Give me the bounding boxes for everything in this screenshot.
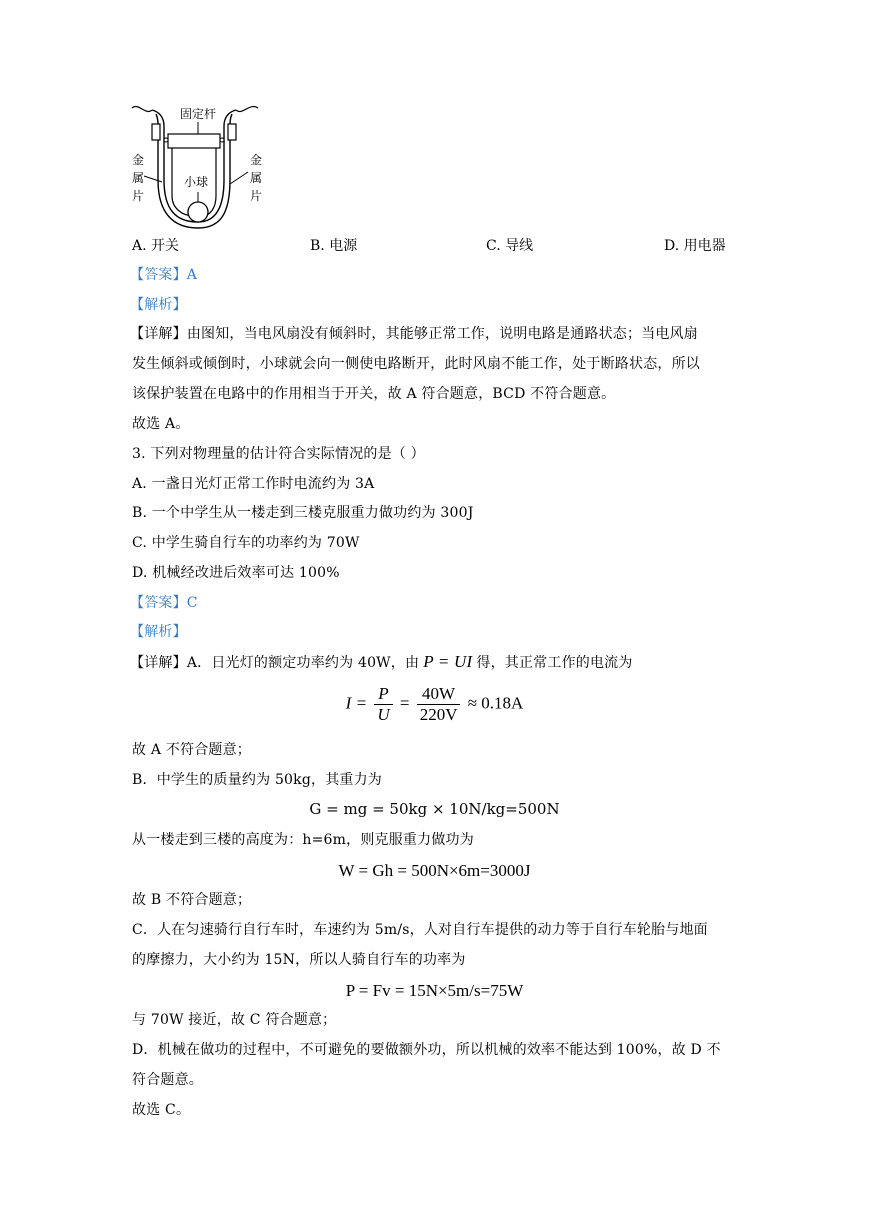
q3-analysis-heading: 【解析】 <box>130 624 187 640</box>
q3-b-conclusion: 故 B 不符合题意； <box>132 892 252 908</box>
q3-option-c: C. 中学生骑自行车的功率约为 70W <box>132 535 360 551</box>
equation-work: W = Gh = 500N×6m=3000J <box>338 861 531 880</box>
q3-detail-b: B．中学生的质量约为 50kg，其重力为 <box>132 772 382 788</box>
left-metal-label-2: 属 <box>132 171 145 185</box>
q3-stem: 3. 下列对物理量的估计符合实际情况的是（ ） <box>132 446 425 462</box>
q3-a-conclusion: 故 A 不符合题意； <box>132 742 252 758</box>
q2-option-c: C. 导线 <box>486 238 534 254</box>
q2-conclusion: 故选 A。 <box>132 416 190 432</box>
q3-detail-a: 【详解】A．日光灯的额定功率约为 40W，由 P = UI 得，其正常工作的电流为 <box>130 652 633 671</box>
q2-analysis-heading: 【解析】 <box>130 297 187 313</box>
q3-c-conclusion: 与 70W 接近，故 C 符合题意； <box>132 1012 337 1028</box>
right-metal-label-1: 金 <box>250 153 263 167</box>
q2-option-d: D. 用电器 <box>664 238 726 254</box>
q3-detail-d-2: 符合题意。 <box>132 1072 203 1088</box>
ball-label: 小球 <box>183 175 209 189</box>
q3-detail-c-1: C．人在匀速骑行自行车时，车速约为 5m/s，人对自行车提供的动力等于自行车轮胎与地面 <box>132 922 708 938</box>
protection-device-figure <box>126 100 276 232</box>
q2-detail-line-1: 【详解】由图知，当电风扇没有倾斜时，其能够正常工作，说明电路是通路状态；当电风扇 <box>130 326 699 342</box>
right-metal-label-2: 属 <box>250 171 263 185</box>
q3-detail-b-2: 从一楼走到三楼的高度为：h=6m，则克服重力做功为 <box>132 832 474 848</box>
q3-option-a: A. 一盏日光灯正常工作时电流约为 3A <box>132 476 375 492</box>
q3-detail-c-2: 的摩擦力，大小约为 15N，所以人骑自行车的功率为 <box>132 952 466 968</box>
q3-answer: 【答案】C <box>130 595 198 611</box>
q2-detail-line-3: 该保护装置在电路中的作用相当于开关，故 A 符合题意，BCD 不符合题意。 <box>132 386 616 402</box>
q2-detail-tag: 【详解】 <box>130 326 187 342</box>
q3-option-d: D. 机械经改进后效率可达 100% <box>132 565 340 581</box>
equation-power: P = Fv = 15N×5m/s=75W <box>345 981 524 1000</box>
q3-conclusion: 故选 C。 <box>132 1102 191 1118</box>
q2-answer: 【答案】A <box>130 267 198 283</box>
q2-option-b: B. 电源 <box>310 238 358 254</box>
ball <box>188 202 208 222</box>
equation-current: I = $\frac{P}{U}$ = $\frac{40W}{220V}$ ≈ 0.18A <box>345 684 524 724</box>
q3-detail-d-1: D．机械在做功的过程中，不可避免的要做额外功，所以机械的效率不能达到 100%，故 D 不 <box>132 1042 721 1058</box>
power-formula: P = UI <box>423 652 473 671</box>
right-metal-label-3: 片 <box>250 189 263 203</box>
q2-option-a: A. 开关 <box>132 238 180 254</box>
left-metal-label-3: 片 <box>132 189 145 203</box>
q2-detail-line-2: 发生倾斜或倾倒时，小球就会向一侧使电路断开，此时风扇不能工作，处于断路状态，所以 <box>132 356 700 372</box>
q3-option-b: B. 一个中学生从一楼走到三楼克服重力做功约为 300J <box>132 505 474 521</box>
equation-gravity: G = mg = 50kg × 10N/kg=500N <box>309 800 560 818</box>
left-metal-label-1: 金 <box>132 153 145 167</box>
rod-label: 固定杆 <box>179 107 217 121</box>
